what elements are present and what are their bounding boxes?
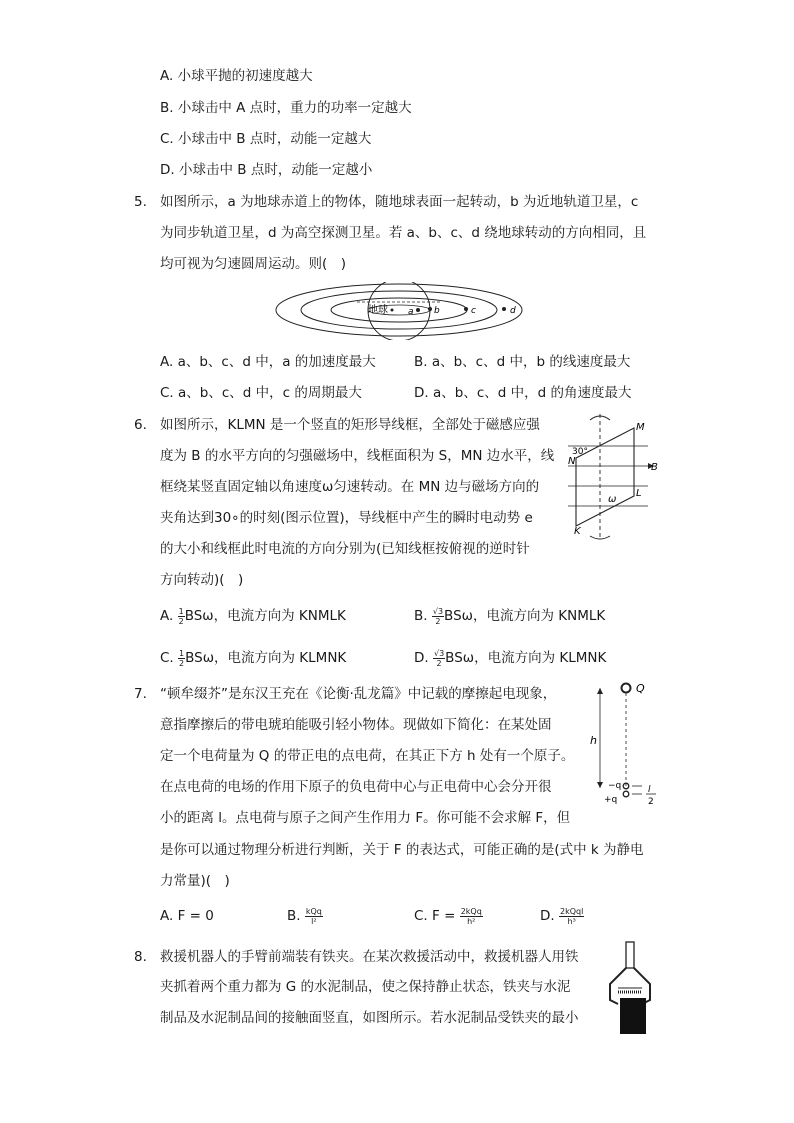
q5-number: 5. [134,194,147,210]
q4-option-d: D. 小球击中 B 点时，动能一定越小 [160,162,373,178]
point-d [502,307,506,311]
q8-number: 8. [134,949,147,965]
q7-stem-line: 是你可以通过物理分析进行判断，关于 F 的表达式，可能正确的是(式中 k 为静电 [160,842,644,858]
q8-stem-line: 救援机器人的手臂前端装有铁夹。在某次救援活动中，救援机器人用铁 [160,949,579,965]
q6-stem-line: 方向转动)( ) [160,572,244,588]
coil-figure [562,410,662,542]
q6-option-b: B. $\frac{√3}{2}$ BSω，电流方向为 KNMLK [414,606,606,626]
orbit-figure [274,282,524,340]
label-two: 2 [648,797,654,806]
q6-stem-line: 的大小和线框此时电流的方向分别为(已知线框按俯视的逆时针 [160,541,530,557]
q7-option-a: A. F = 0 [160,908,214,924]
label-a: a [408,307,414,317]
point-a [416,308,420,312]
q6-stem-line: 框绕某竖直固定轴以角速度ω匀速转动。在 MN 边与磁场方向的 [160,479,540,495]
label-field-b: B [651,462,658,473]
q5-stem-line: 如图所示，a 为地球赤道上的物体，随地球表面一起转动，b 为近地轨道卫星，c [160,194,639,210]
label-d: d [510,306,516,316]
q6-option-d: D. $\frac{√3}{2}$ BSω，电流方向为 KLMNK [414,648,607,668]
q6-option-a: A. $\frac{1}{2}$ BSω，电流方向为 KNMLK [160,606,346,626]
q6-option-c: C. $\frac{1}{2}$ BSω，电流方向为 KLMNK [160,648,347,668]
label-k: K [574,526,581,537]
label-n: N [568,456,576,467]
q7-option-c: C. F = $\frac{\text{2kQq}}{\text{h²}}$ [414,906,482,926]
label-omega: ω [608,494,617,505]
q4-option-a: A. 小球平抛的初速度越大 [160,68,313,84]
label-h: h [590,734,597,747]
angle-label: 30° [572,447,588,457]
label-b: b [434,306,440,316]
q7-stem-line: 在点电荷的电场的作用下原子的负电荷中心与正电荷中心会分开很 [160,779,552,795]
q7-option-d: D. $\frac{\text{2kQql}}{\text{h³}}$ [540,906,584,926]
q6-stem-line: 如图所示，KLMN 是一个竖直的矩形导线框，全部处于磁感应强 [160,417,540,433]
q7-stem-line: “顿牟缀芥”是东汉王充在《论衡·乱龙篇》中记载的摩擦起电现象， [160,686,557,702]
label-plus-q: +q [604,795,618,805]
q5-option-a: A. a、b、c、d 中，a 的加速度最大 [160,354,376,370]
q5-option-c: C. a、b、c、d 中，c 的周期最大 [160,385,362,401]
q7-stem-line: 意指摩擦后的带电琥珀能吸引轻小物体。现做如下简化：在某处固 [160,717,552,733]
q8-stem-line: 制品及水泥制品间的接触面竖直，如图所示。若水泥制品受铁夹的最小 [160,1010,579,1026]
q5-stem-line: 为同步轨道卫星，d 为高空探测卫星。若 a、b、c、d 绕地球转动的方向相同，且 [160,225,647,241]
q5-option-d: D. a、b、c、d 中，d 的角速度最大 [414,385,632,401]
q6-stem-line: 度为 B 的水平方向的匀强磁场中，线框面积为 S，MN 边水平，线 [160,448,555,464]
q7-stem-line: 小的距离 l。点电荷与原子之间产生作用力 F。你可能不会求解 F，但 [160,810,571,826]
q5-stem-line: 均可视为匀速圆周运动。则( ) [160,256,347,272]
q7-option-b: B. $\frac{\text{kQq}}{\text{l²}}$ [287,906,322,926]
q7-stem-line: 定一个电荷量为 Q 的带正电的点电荷，在其正下方 h 处有一个原子。 [160,748,575,764]
point-c [464,307,468,311]
label-c: c [471,306,476,316]
q5-option-b: B. a、b、c、d 中，b 的线速度最大 [414,354,631,370]
label-minus-q: −q [608,781,622,791]
label-l: L [636,488,642,499]
point-b [428,307,432,311]
label-q-big: Q [636,682,645,695]
q7-stem-line: 力常量)( ) [160,873,230,889]
q6-number: 6. [134,417,147,433]
q4-option-c: C. 小球击中 B 点时，动能一定越大 [160,131,372,147]
cement-block [620,998,646,1034]
label-l: l [648,785,651,795]
label-m: M [636,422,645,433]
earth-label: 地球 [368,305,388,316]
clamp-figure [600,940,660,1036]
charge-figure [586,678,666,806]
q6-stem-line: 夹角达到30∘的时刻(图示位置)，导线框中产生的瞬时电动势 e [160,510,533,526]
q8-stem-line: 夹抓着两个重力都为 G 的水泥制品，使之保持静止状态，铁夹与水泥 [160,979,571,995]
q7-number: 7. [134,686,147,702]
q4-option-b: B. 小球击中 A 点时，重力的功率一定越大 [160,100,412,116]
